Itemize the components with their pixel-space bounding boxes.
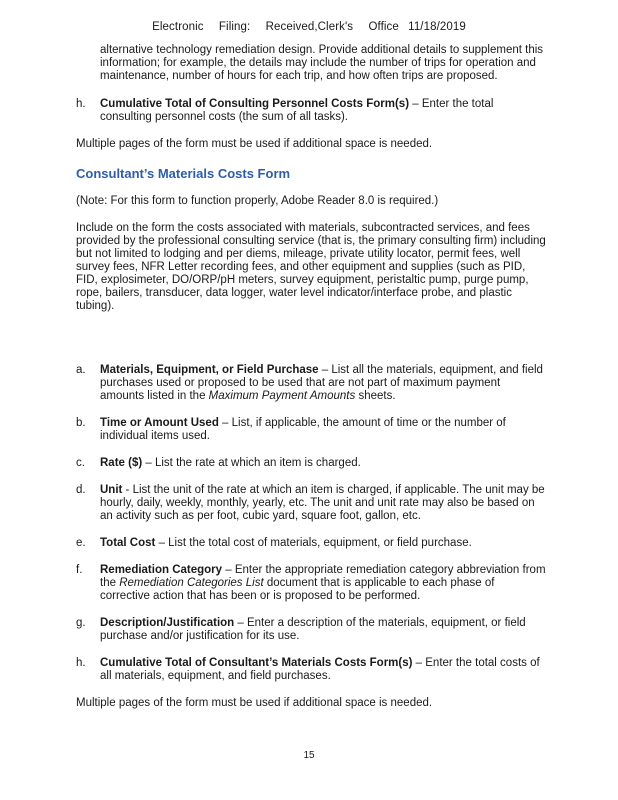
item-text: - List the unit of the rate at which an item is charged, if applicable. The unit may be hourly, daily, weekly, monthly, yearly, etc. The unit and unit rate may also be based on an activity such as per foot, cubic yard, square foot, gallon, etc. [100,484,545,522]
item-italic-ref: Remediation Categories List [119,577,264,589]
header-electronic: Electronic [152,21,204,33]
list-item-f [76,564,546,603]
list-item-g [76,617,546,643]
item-text-end: sheets. [355,390,396,402]
item-letter: h. [76,657,86,669]
item-title: Total Cost [100,537,156,549]
list-item-d [76,484,546,523]
intro-continuation: alternative technology remediation design. Provide additional details to supplement this information; for example, the details may include the number of trips for operation and maintenance, number of hours for each trip, and how often trips are proposed. [100,44,544,82]
item-letter: b. [76,417,86,429]
item-text: – Enter the appropriate remediation category abbreviation from the [100,564,546,589]
item-letter: g. [76,617,86,629]
item-text: – List the rate at which an item is charged. [142,457,361,469]
item-text: – Enter a description of the materials, equipment, or field purchase and/or justification for its use. [100,617,526,642]
list-item-c [76,457,546,470]
item-text: – Enter the total consulting personnel costs (the sum of all tasks). [100,98,494,123]
item-title: Materials, Equipment, or Field Purchase [100,364,319,376]
filing-header [0,21,618,33]
item-text: – List all the materials, equipment, and field purchases used or proposed to be used that are not part of maximum payment amounts listed in the [100,364,543,402]
item-text-end: document that is applicable to each phase of corrective action that has been or is proposed to be performed. [100,577,495,602]
header-office: Office [368,21,399,33]
adobe-note: (Note: For this form to function properly, Adobe Reader 8.0 is required.) [76,195,439,207]
item-title: Cumulative Total of Consultant’s Materials Costs Form(s) [100,657,413,669]
header-received: Received,Clerk's [265,21,354,33]
list-item-e [76,537,546,550]
section-heading: Consultant’s Materials Costs Form [76,166,291,181]
multiple-pages-note: Multiple pages of the form must be used if additional space is needed. [76,697,433,709]
item-letter: a. [76,364,86,376]
item-title: Time or Amount Used [100,417,219,429]
item-italic-ref: Maximum Payment Amounts [208,390,356,402]
item-letter: f. [76,564,83,576]
item-title: Remediation Category [100,564,223,576]
item-letter: h. [76,98,86,110]
multiple-pages-note: Multiple pages of the form must be used if additional space is needed. [76,138,433,150]
header-date: 11/18/2019 [408,21,466,33]
header-filing: Filing: [218,21,251,33]
item-letter: d. [76,484,86,496]
include-paragraph: Include on the form the costs associated with materials, subcontracted services, and fees provided by the professional consulting service (that is, the primary consulting firm) including but not limited to lodging and per diems, mileage, private utility locator, permit fees, well survey fees, NFR Letter recording fees, and other equipment and supplies (such as PID, FID, explosimeter, DO/ORP/pH meters, survey equipment, peristaltic pump, purge pump, rope, bailers, transducer, data logger, water level indicator/interface probe, and plastic tubing). [76,222,546,312]
item-letter: c. [76,457,85,469]
item-text: – List, if applicable, the amount of time or the number of individual items used. [100,417,506,442]
list-item-personnel-total [76,98,546,124]
list-item-a [76,364,546,403]
list-item-b [76,417,546,443]
item-title: Description/Justification [100,617,235,629]
item-text: – List the total cost of materials, equipment, or field purchase. [155,537,472,549]
item-title: Unit [100,484,123,496]
item-letter: e. [76,537,86,549]
item-title: Cumulative Total of Consulting Personnel Costs Form(s) [100,98,410,110]
item-title: Rate ($) [100,457,143,469]
list-item-h [76,657,546,683]
item-text: – Enter the total costs of all materials, equipment, and field purchases. [100,657,540,682]
page-number: 15 [303,750,315,761]
page-content [76,44,546,710]
